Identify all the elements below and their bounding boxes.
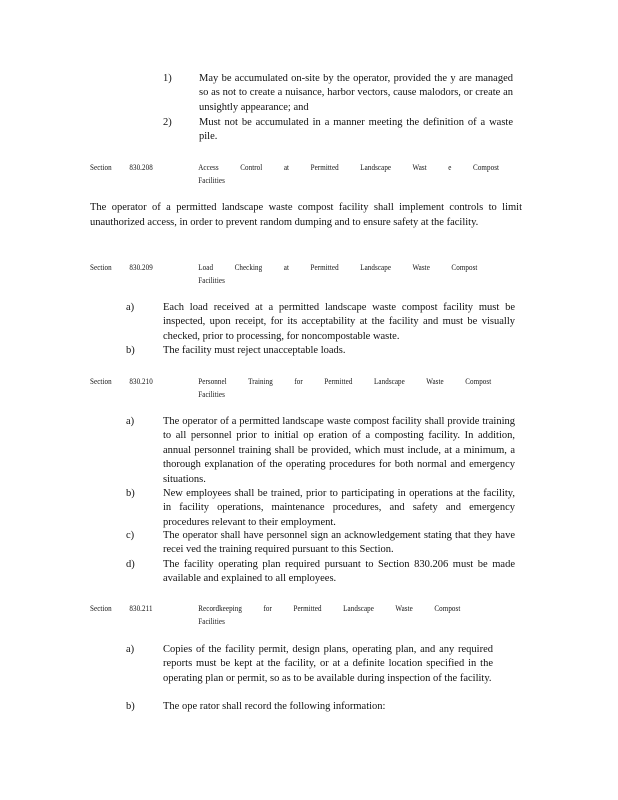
- list-item-label: a): [126, 302, 135, 313]
- section-title: [198, 375, 510, 401]
- list-item-label: 1): [163, 73, 172, 84]
- list-item-label: b): [126, 488, 135, 499]
- list-item-text: May be accumulated on-site by the operator, provided the y are managed so as not to create a nuisance, harbor vectors, cause malodors, or create an unsightly appearance; and: [199, 73, 513, 113]
- section-title: [198, 261, 510, 287]
- list-item-label: a): [126, 416, 135, 427]
- section-word: Section: [90, 376, 112, 386]
- section-title: [198, 602, 510, 628]
- section-heading: [90, 161, 516, 191]
- section-number: 830.208: [129, 162, 153, 172]
- section-title-line: Load Checking at Permitted Landscape Waste Compost: [198, 262, 478, 272]
- section-heading: [90, 261, 516, 291]
- section-number: 830.209: [129, 262, 153, 272]
- section-title-line: Facilities: [198, 616, 225, 626]
- list-item-text: Copies of the facility permit, design plans, operating plan, and any required reports must be kept at the facility, or at a definite location specified in the operating plan or permit, so as to be available during inspection of the facility.: [163, 644, 493, 684]
- list-item-label: d): [126, 559, 135, 570]
- list-item-text: Each load received at a permitted landscape waste compost facility must be inspected, upon receipt, for its acceptability at the facility and must be visually checked, prior to processing, for noncompostable waste.: [163, 302, 515, 342]
- list-item-label: b): [126, 701, 135, 712]
- list-item-text: The operator of a permitted landscape waste compost facility shall provide training to all personnel prior to initial op eration of a composting facility. In addition, annual personnel training shall be provided, which must include, at a minimum, a thorough explanation of the operating procedures for both normal and emergency situations.: [163, 416, 515, 485]
- section-title-line: Personnel Training for Permitted Landscape Waste Compost: [198, 376, 492, 386]
- list-item-label: b): [126, 345, 135, 356]
- list-item-text: The ope rator shall record the following information:: [163, 701, 386, 712]
- section-number: 830.211: [129, 603, 153, 613]
- list-item-label: c): [126, 530, 135, 541]
- section-heading: [90, 602, 516, 632]
- list-item-text: Must not be accumulated in a manner meeting the definition of a waste pile.: [199, 117, 513, 143]
- section-title: [198, 161, 510, 187]
- section-heading: [90, 375, 516, 405]
- section-number: 830.210: [129, 376, 153, 386]
- section-paragraph: The operator of a permitted landscape waste compost facility shall implement controls to limit unauthorized access, in order to prevent random dumping and to ensure safety at the facility.: [90, 202, 522, 228]
- section-title-line: Access Control at Permitted Landscape Wast e Compost: [198, 162, 500, 172]
- list-item-text: The facility operating plan required pursuant to Section 830.206 must be made available and explained to all employees.: [163, 559, 515, 585]
- section-title-line: Facilities: [198, 275, 225, 285]
- list-item-label: 2): [163, 117, 172, 128]
- list-item-text: The facility must reject unacceptable loads.: [163, 345, 346, 356]
- section-title-line: Facilities: [198, 389, 225, 399]
- section-title-line: Recordkeeping for Permitted Landscape Waste Compost: [198, 603, 461, 613]
- section-word: Section: [90, 603, 112, 613]
- list-item-text: The operator shall have personnel sign an acknowledgement stating that they have recei ved the training required pursuant to this Section.: [163, 530, 515, 556]
- section-word: Section: [90, 262, 112, 272]
- list-item-label: a): [126, 644, 135, 655]
- list-item-text: New employees shall be trained, prior to participating in operations at the facility, in facility operations, maintenance procedures, and safety and emergency procedures relevant to their employment.: [163, 488, 515, 528]
- section-title-line: Facilities: [198, 175, 225, 185]
- section-word: Section: [90, 162, 112, 172]
